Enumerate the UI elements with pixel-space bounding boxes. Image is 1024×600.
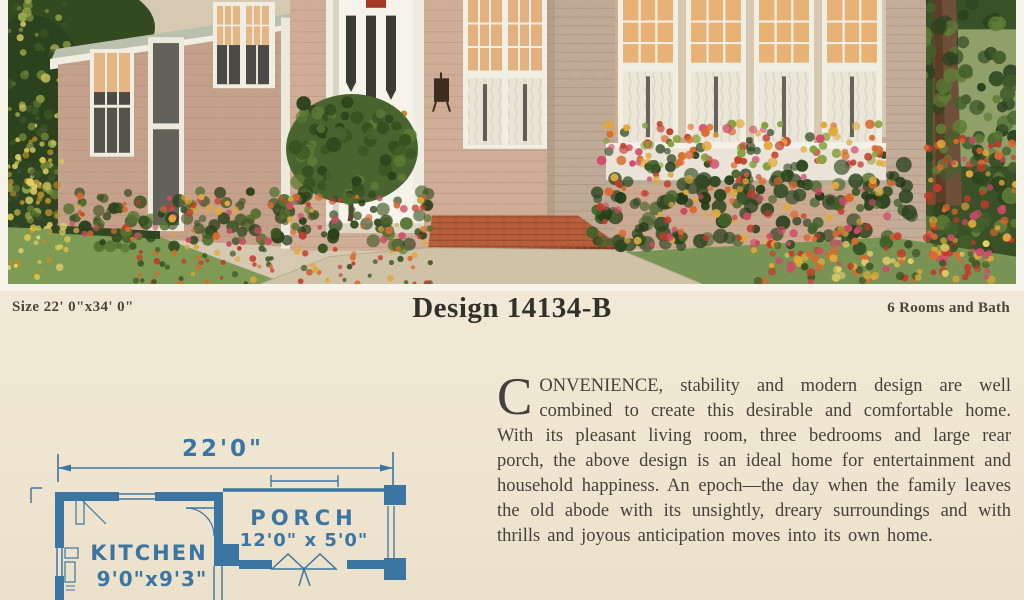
side-window-2 (213, 2, 275, 88)
illustration-frame (0, 0, 1024, 291)
house-illustration (8, 0, 1016, 284)
porch-room-label: PORCH (250, 506, 358, 530)
kitchen-room-dims: 9'0"x9'3" (96, 567, 208, 591)
plan-width-dimension: 22'0" (181, 436, 265, 462)
right-garden (915, 0, 1016, 284)
description-paragraph (497, 368, 1011, 549)
drop-cap: C (497, 368, 533, 426)
door-light (386, 16, 396, 100)
design-number-title: Design 14134-B (412, 292, 612, 324)
description-text: ONVENIENCE, stability and modern design are well combined to create this desirable and comfortable home. With its pleasant living room, three bedrooms and large rear porch, the above design is an ideal home for entertainment and household happiness. An epoch—the day when the family leaves the old abode with its unsightly, dreary surroundings and with thrills and joyous anticipation moves into its own home. (497, 376, 1011, 546)
rooms-label: 6 Rooms and Bath (887, 300, 1010, 316)
side-window-1 (90, 49, 134, 157)
door-light (346, 16, 356, 92)
porch-room-dims: 12'0" x 5'0" (239, 530, 369, 551)
kitchen-room-label: KITCHEN (90, 541, 208, 565)
door-ornament (366, 0, 386, 8)
bay-window (463, 0, 547, 149)
floor-plan (18, 428, 480, 600)
size-label: Size 22' 0"x34' 0" (12, 299, 134, 315)
